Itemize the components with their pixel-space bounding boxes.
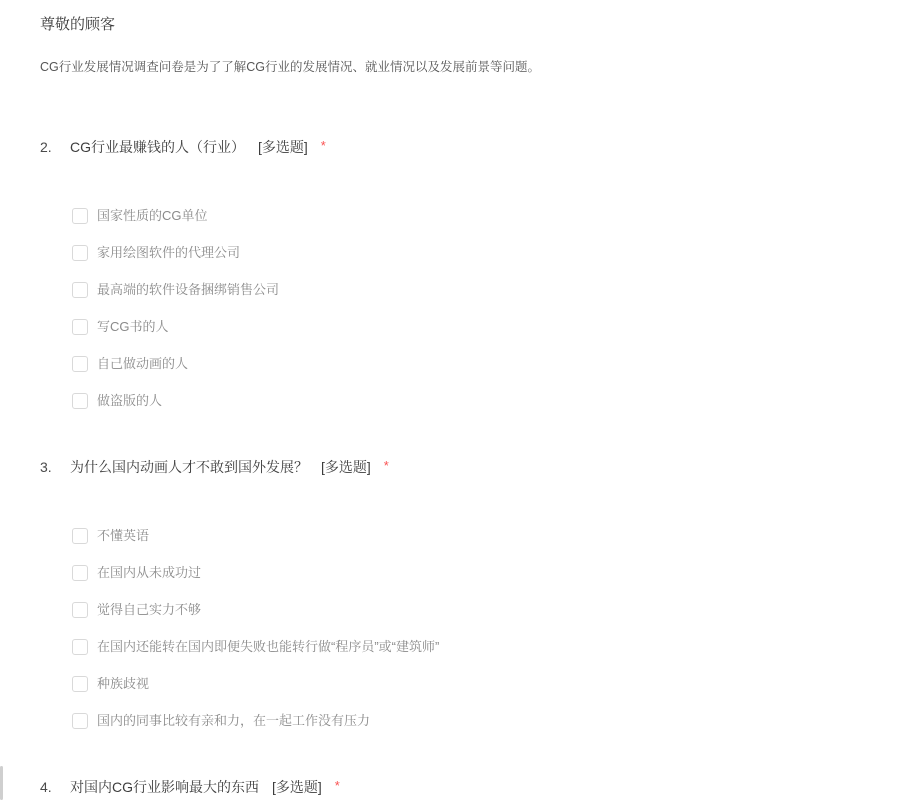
question-number: 2.	[40, 139, 52, 155]
option-label[interactable]: 种族歧视	[97, 676, 150, 691]
option-row[interactable]	[72, 282, 860, 298]
question-number: 3.	[40, 459, 52, 475]
option-label[interactable]: 最高端的软件设备捆绑销售公司	[97, 282, 280, 297]
required-asterisk: *	[383, 458, 389, 473]
question-type-tag: [多选题]	[258, 139, 308, 155]
option-checkbox[interactable]	[72, 602, 88, 618]
option-checkbox[interactable]	[72, 208, 88, 224]
option-checkbox[interactable]	[72, 639, 88, 655]
option-row[interactable]	[72, 528, 860, 544]
question-block	[40, 458, 860, 729]
option-label[interactable]: 不懂英语	[97, 528, 150, 543]
required-asterisk: *	[320, 138, 326, 153]
question-block	[40, 138, 860, 409]
question-text: 对国内CG行业影响最大的东西	[70, 779, 259, 795]
option-row[interactable]	[72, 208, 860, 224]
option-checkbox[interactable]	[72, 356, 88, 372]
option-checkbox[interactable]	[72, 393, 88, 409]
option-row[interactable]	[72, 602, 860, 618]
option-row[interactable]	[72, 639, 860, 655]
option-list	[72, 528, 860, 729]
question-heading	[40, 778, 860, 797]
question-block	[40, 778, 860, 797]
option-checkbox[interactable]	[72, 713, 88, 729]
question-list	[40, 138, 860, 797]
option-row[interactable]	[72, 356, 860, 372]
option-checkbox[interactable]	[72, 319, 88, 335]
required-asterisk: *	[334, 778, 340, 793]
option-label[interactable]: 觉得自己实力不够	[97, 602, 202, 617]
option-row[interactable]	[72, 319, 860, 335]
page-title: 尊敬的顾客	[40, 16, 116, 33]
question-number: 4.	[40, 779, 52, 795]
question-text: CG行业最赚钱的人（行业）	[70, 139, 245, 155]
option-row[interactable]	[72, 393, 860, 409]
question-type-tag: [多选题]	[272, 779, 322, 795]
option-label[interactable]: 国家性质的CG单位	[97, 208, 208, 223]
option-row[interactable]	[72, 713, 860, 729]
question-heading	[40, 138, 860, 157]
option-checkbox[interactable]	[72, 282, 88, 298]
option-checkbox[interactable]	[72, 676, 88, 692]
left-edge-scrollbar-artifact	[0, 766, 3, 800]
option-checkbox[interactable]	[72, 245, 88, 261]
option-row[interactable]	[72, 245, 860, 261]
question-type-tag: [多选题]	[321, 459, 371, 475]
question-heading	[40, 458, 860, 477]
option-label[interactable]: 做盗版的人	[97, 393, 163, 408]
option-row[interactable]	[72, 565, 860, 581]
option-checkbox[interactable]	[72, 528, 88, 544]
option-label[interactable]: 在国内还能转在国内即便失败也能转行做“程序员”或“建筑师”	[97, 639, 440, 654]
survey-description: CG行业发展情况调查问卷是为了了解CG行业的发展情况、就业情况以及发展前景等问题。	[40, 60, 541, 74]
option-label[interactable]: 自己做动画的人	[97, 356, 189, 371]
option-label[interactable]: 在国内从未成功过	[97, 565, 202, 580]
option-checkbox[interactable]	[72, 565, 88, 581]
question-text: 为什么国内动画人才不敢到国外发展？	[70, 459, 308, 475]
option-label[interactable]: 写CG书的人	[97, 319, 169, 334]
option-label[interactable]: 家用绘图软件的代理公司	[97, 245, 241, 260]
option-label[interactable]: 国内的同事比较有亲和力，在一起工作没有压力	[97, 713, 371, 728]
option-row[interactable]	[72, 676, 860, 692]
option-list	[72, 208, 860, 409]
